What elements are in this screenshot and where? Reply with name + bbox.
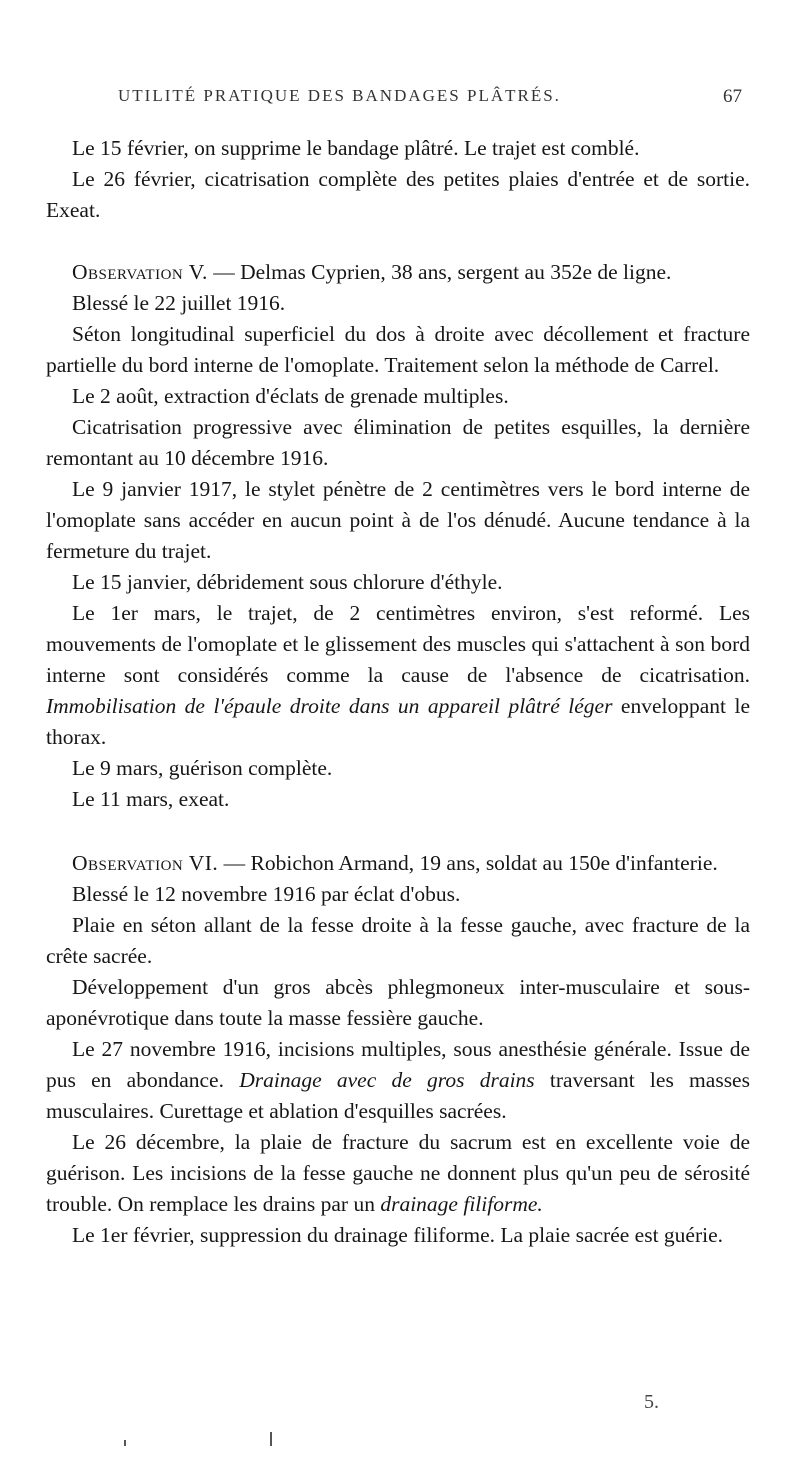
- paragraph: [46, 1220, 750, 1251]
- paragraph: [46, 598, 750, 753]
- scan-speck: [270, 1432, 272, 1446]
- paragraph-text: traversant les masses musculaires. Curettage et ablation d'esquilles sacrées.: [46, 1068, 750, 1123]
- paragraph: [46, 848, 750, 879]
- running-title: UTILITÉ PRATIQUE DES BANDAGES PLÂTRÉS.: [118, 86, 561, 105]
- paragraph-text: Plaie en séton allant de la fesse droite à la fesse gauche, avec fracture de la crête sacrée.: [46, 913, 750, 968]
- section-gap: [46, 815, 750, 848]
- italic-text: Immobilisation de l'épaule droite dans un appareil plâtré léger: [46, 694, 613, 718]
- paragraph: [46, 319, 750, 381]
- observation-label: Observation VI.: [72, 851, 219, 875]
- paragraph: [46, 567, 750, 598]
- paragraph-text: Le 2 août, extraction d'éclats de grenade multiples.: [72, 384, 509, 408]
- paragraph: [46, 972, 750, 1034]
- paragraph: [46, 1034, 750, 1127]
- paragraph: [46, 879, 750, 910]
- paragraph-text: Blessé le 12 novembre 1916 par éclat d'obus.: [72, 882, 461, 906]
- paragraph: [46, 257, 750, 288]
- paragraph: [46, 412, 750, 474]
- paragraph-text: Le 27 novembre 1916, incisions multiples, sous anesthésie générale. Issue de pus en abondance.: [46, 1037, 750, 1092]
- paragraph-text: Le 9 mars, guérison complète.: [72, 756, 333, 780]
- paragraph: [46, 1127, 750, 1220]
- paragraph-text: Le 26 février, cicatrisation complète des petites plaies d'entrée et de sortie. Exeat.: [46, 167, 750, 222]
- observation-label: Observation V.: [72, 260, 208, 284]
- paragraph-text: Le 1er mars, le trajet, de 2 centimètres environ, s'est reformé. Les mouvements de l'omoplate et le glissement des muscles qui s'attachent à son bord interne sont considérés comme la cause de l'absence de cicatrisation.: [46, 601, 750, 687]
- paragraph: [46, 381, 750, 412]
- paragraph-text: Cicatrisation progressive avec élimination de petites esquilles, la dernière remontant au 10 décembre 1916.: [46, 415, 750, 470]
- italic-text: drainage filiforme.: [380, 1192, 543, 1216]
- paragraph-text: Le 15 février, on supprime le bandage plâtré. Le trajet est comblé.: [72, 136, 640, 160]
- paragraph: [46, 288, 750, 319]
- paragraph-text: — Robichon Armand, 19 ans, soldat au 150e d'infanterie.: [218, 851, 718, 875]
- paragraph-text: Le 26 décembre, la plaie de fracture du sacrum est en excellente voie de guérison. Les incisions de la fesse gauche ne donnent plus qu'un peu de sérosité trouble. On remplace les drains par un: [46, 1130, 750, 1216]
- paragraph: [46, 784, 750, 815]
- paragraph: [46, 164, 750, 226]
- paragraph-text: — Delmas Cyprien, 38 ans, sergent au 352e de ligne.: [207, 260, 672, 284]
- italic-text: Drainage avec de gros drains: [239, 1068, 535, 1092]
- paragraph-text: Séton longitudinal superficiel du dos à droite avec décollement et fracture partielle du bord interne de l'omoplate. Traitement selon la méthode de Carrel.: [46, 322, 750, 377]
- section-gap: [46, 226, 750, 257]
- paragraph-text: Le 15 janvier, débridement sous chlorure d'éthyle.: [72, 570, 503, 594]
- body-text: [46, 133, 750, 1251]
- paragraph: [46, 910, 750, 972]
- paragraph-text: Développement d'un gros abcès phlegmoneux inter-musculaire et sous-aponévrotique dans toute la masse fessière gauche.: [46, 975, 750, 1030]
- paragraph: [46, 753, 750, 784]
- paragraph-text: Blessé le 22 juillet 1916.: [72, 291, 286, 315]
- signature-mark: 5.: [644, 1391, 659, 1413]
- page-number: 67: [723, 86, 742, 107]
- paragraph: [46, 133, 750, 164]
- scan-speck: [124, 1440, 126, 1446]
- paragraph-text: enveloppant le thorax.: [46, 694, 750, 749]
- paragraph: [46, 474, 750, 567]
- paragraph-text: Le 11 mars, exeat.: [72, 787, 230, 811]
- paragraph-text: Le 1er février, suppression du drainage filiforme. La plaie sacrée est guérie.: [72, 1223, 724, 1247]
- paragraph-text: Le 9 janvier 1917, le stylet pénètre de 2 centimètres vers le bord interne de l'omoplate sans accéder en aucun point à de l'os dénudé. Aucune tendance à la fermeture du trajet.: [46, 477, 750, 563]
